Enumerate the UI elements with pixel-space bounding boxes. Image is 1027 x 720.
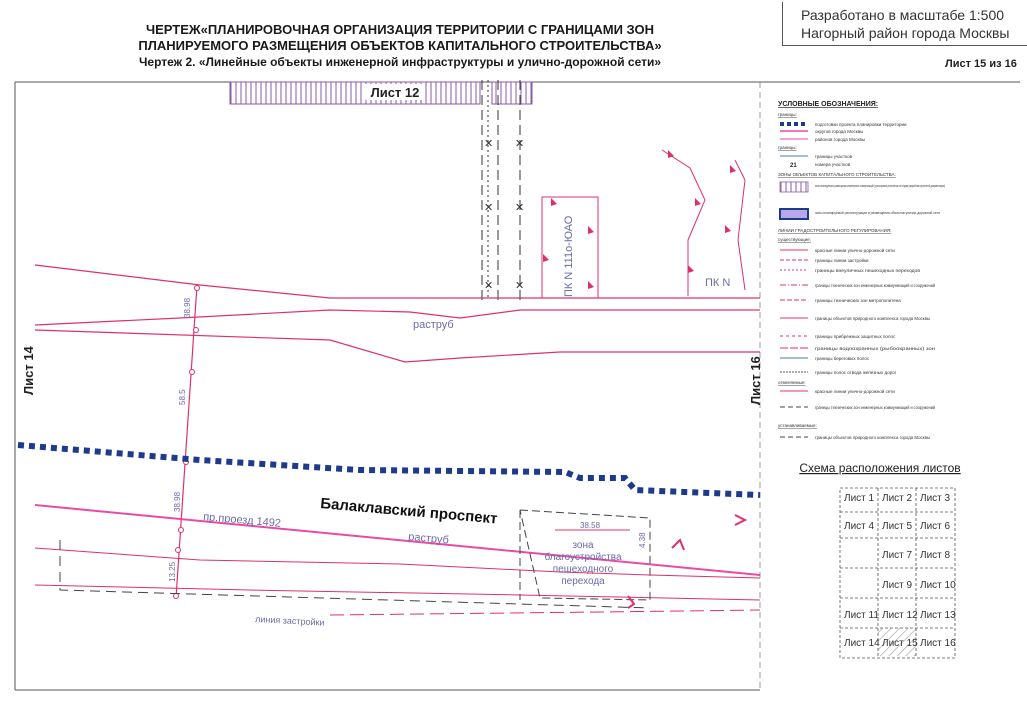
- legend-section: границы:: [778, 145, 797, 150]
- sheet-label-left: Лист 14: [21, 346, 36, 395]
- legend-section: ЛИНИИ ГРАДОСТРОИТЕЛЬНОГО РЕГУЛИРОВАНИЯ:: [778, 228, 892, 233]
- cancel-mark: ✕: [484, 138, 494, 150]
- legend-item: границы линии застройки: [815, 258, 869, 263]
- legend-item: красные линии улично-дорожной сети: [815, 248, 895, 253]
- scheme-sheet: Лист 8: [920, 550, 951, 561]
- rastrub-bottom-label: раструб: [407, 531, 450, 547]
- legend-section: устанавливаемые:: [778, 423, 817, 428]
- crossing-zone: [520, 510, 745, 608]
- dim-label: 38.98: [173, 491, 182, 512]
- dim-label: 4.38: [638, 532, 647, 548]
- legend-item: зоны планируемого размещения инженерных коммуникаций (трассировка уточняется на стадии разработки проектной документации): [815, 183, 946, 188]
- legend-item: границы объектов природного комплекса города Москвы: [815, 316, 930, 321]
- scheme-sheet: Лист 3: [920, 493, 951, 504]
- scheme-sheet: Лист 16: [920, 638, 956, 649]
- title-line-3: Чертеж 2. «Линейные объекты инженерной инфраструктуры и улично-дорожной сети»: [138, 55, 662, 69]
- scheme-sheet: Лист 14: [844, 638, 880, 649]
- scheme-sheet: Лист 11: [844, 610, 879, 621]
- scheme-sheet: Лист 2: [882, 493, 913, 504]
- legend-item: зоны планируемой реконструкции и размещения объектов улично-дорожной сети: [815, 210, 940, 215]
- street-name: Балаклавский проспект: [319, 495, 499, 528]
- legend-item: границы технических зон инженерных коммуникаций и сооружений: [815, 405, 957, 410]
- scale-text: Разработано в масштабе 1:500: [801, 7, 1005, 23]
- dim-label: 13.25: [168, 561, 177, 582]
- pk-building: [542, 197, 598, 298]
- title-line-1: ЧЕРТЕЖ«ПЛАНИРОВОЧНАЯ ОРГАНИЗАЦИЯ ТЕРРИТОРИИ С ГРАНИЦАМИ ЗОН: [145, 22, 655, 37]
- zone-label-2: благоустройства: [544, 552, 622, 563]
- legend-item: границы водоохранных (рыбоохранных) зон: [815, 346, 936, 351]
- scheme-sheet: Лист 6: [920, 521, 951, 532]
- scheme-sheet: Лист 12: [882, 610, 918, 621]
- zone-label-4: перехода: [561, 576, 605, 587]
- zone-label-1: зона: [572, 540, 594, 551]
- legend-section: отменяемые:: [778, 380, 806, 385]
- legend-section: ЗОНЫ ОБЪЕКТОВ КАПИТАЛЬНОГО СТРОИТЕЛЬСТВА:: [778, 172, 896, 177]
- scheme-sheet-current: Лист 15: [882, 638, 918, 649]
- legend-item: районов города Москвы: [815, 137, 866, 142]
- legend-item: округов города Москвы: [815, 129, 864, 134]
- legend-item: границы полос отвода железных дорог: [815, 370, 897, 375]
- scheme-sheet: Лист 9: [882, 580, 913, 591]
- sheet-number: Лист 15 из 16: [945, 58, 1017, 70]
- adjacent-sheet-band: [230, 82, 532, 104]
- scheme-sheet: Лист 13: [920, 610, 956, 621]
- right-parcel: [662, 150, 745, 296]
- red-lines-upper: [35, 265, 760, 362]
- title-line-2: ПЛАНИРУЕМОГО РАЗМЕЩЕНИЯ ОБЪЕКТОВ КАПИТАЛЬНОГО СТРОИТЕЛЬСТВА»: [138, 38, 662, 53]
- sheet-label-right: Лист 16: [748, 356, 763, 405]
- dimension-line: [168, 285, 200, 599]
- legend-item: подготовки проекта планировки территории: [815, 122, 907, 127]
- cancel-mark: ✕: [484, 280, 494, 292]
- legend-item: границы объектов природного комплекса города Москвы: [815, 435, 930, 440]
- legend-item: границы береговых полос: [815, 356, 870, 361]
- legend-symbol: [780, 209, 808, 219]
- cancel-mark: ✕: [515, 202, 525, 214]
- legend-symbol: 21: [790, 163, 797, 169]
- dim-label: 58.5: [178, 389, 187, 405]
- pr-proezd-label: пр.проезд 1492: [202, 511, 282, 530]
- legend-section: границы:: [778, 112, 797, 117]
- zone-label-3: пешеходного: [552, 564, 614, 575]
- project-boundary: [18, 445, 760, 495]
- cancel-mark: ✕: [515, 138, 525, 150]
- sheet-layout-scheme: [799, 461, 960, 658]
- legend-item: красные линии улично-дорожной сети: [815, 389, 895, 394]
- pk-label-short: ПК N: [705, 277, 731, 289]
- scheme-title: Схема расположения листов: [799, 461, 961, 475]
- cancel-mark: ✕: [484, 202, 494, 214]
- scheme-sheet: Лист 5: [882, 521, 913, 532]
- cancel-mark: ✕: [515, 280, 525, 292]
- legend-item: номера участков: [815, 162, 851, 167]
- rastrub-top-label: раструб: [413, 319, 454, 331]
- scheme-sheet: Лист 10: [920, 580, 956, 591]
- dim-label: 38.58: [580, 521, 601, 530]
- legend-panel: [778, 101, 957, 440]
- scheme-sheet: Лист 7: [882, 550, 913, 561]
- liniya-label: линия застройки: [254, 614, 325, 628]
- legend-symbol: [780, 182, 808, 192]
- sheet-label-top: Лист 12: [370, 85, 420, 100]
- red-lines-lower: [35, 505, 760, 615]
- engineering-corridor: [482, 80, 524, 300]
- legend-item: границы внеуличных пешеходных переходов: [815, 268, 921, 273]
- legend-title: УСЛОВНЫЕ ОБОЗНАЧЕНИЯ:: [778, 101, 879, 108]
- legend-item: границы участков: [815, 154, 853, 159]
- pk-label: ПК N 111о-ЮАО: [563, 215, 575, 297]
- dim-label: 38.98: [183, 297, 192, 318]
- legend-section: существующие:: [778, 237, 811, 242]
- legend-item: границы технических зон инженерных коммуникаций и сооружений: [815, 283, 957, 288]
- scheme-sheet: Лист 4: [844, 521, 875, 532]
- district-text: Нагорный район города Москвы: [801, 25, 1010, 41]
- legend-item: границы технических зон метрополитена: [815, 298, 901, 303]
- legend-item: границы прибрежных защитных полос: [815, 334, 896, 339]
- scheme-sheet: Лист 1: [844, 493, 875, 504]
